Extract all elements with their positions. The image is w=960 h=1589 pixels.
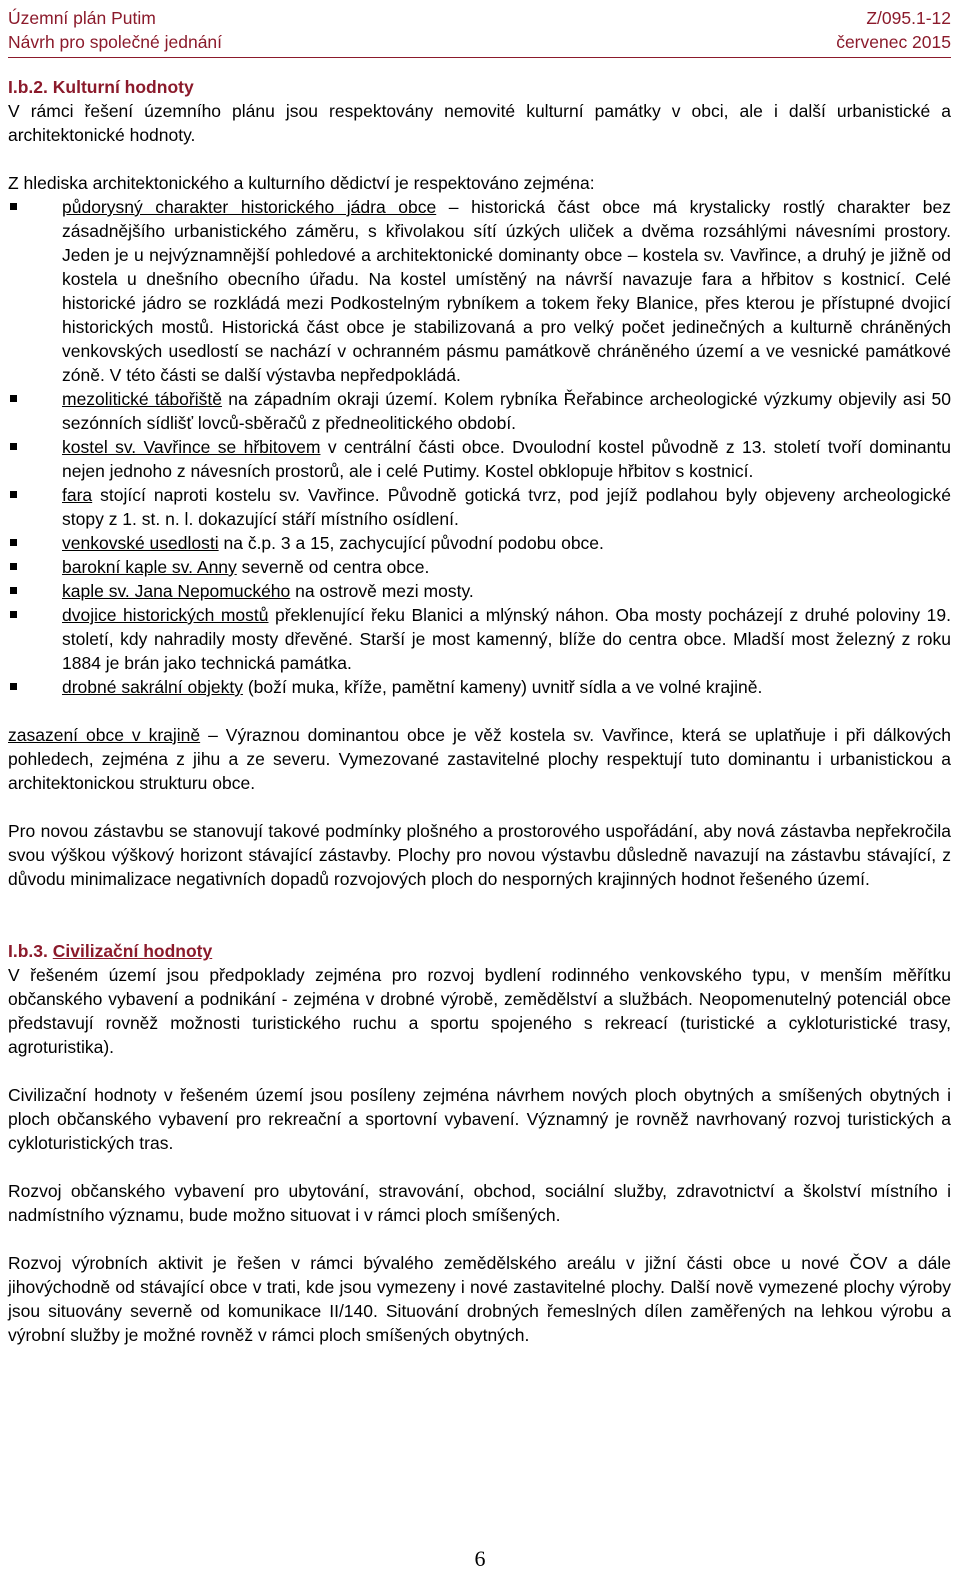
list-item-term: dvojice historických mostů [62,605,269,625]
bullet-icon [10,491,17,498]
list-item [8,531,951,555]
list-item-text: severně od centra obce. [236,557,430,577]
section-title: Civilizační hodnoty [52,941,213,961]
list-item-text: překlenující řeku Blanici a mlýnský náhon. Oba mosty pocházejí z druhé poloviny 19. století, kdy nahradily mosty dřevěné. Starší je most kamenný, blíže do centra obce. Mladší most železný z roku 1884 je brán jako technická památka. [62,605,951,673]
list-item-text: na č.p. 3 a 15, zachycující původní podobu obce. [218,533,604,553]
landscape-term: zasazení obce v krajině [8,725,201,745]
landscape-paragraph [8,723,951,795]
civilization-paragraph: Rozvoj občanského vybavení pro ubytování, stravování, obchod, sociální služby, zdravotnictví a školství místního i nadmístního významu, bude možno situovat i v rámci ploch smíšených. [8,1181,951,1225]
list-item-text: na ostrově mezi mosty. [290,581,474,601]
section-heading-cultural [8,75,951,99]
list-intro: Z hlediska architektonického a kulturního dědictví je respektováno zejména: [8,173,595,193]
heritage-list [8,195,951,699]
list-item-text: na západním okraji území. Kolem rybníka Řeřabince archeologické výzkumy objevily asi 50 sezónních sídlišť lovců-sběračů z předneolitického období. [62,389,951,433]
list-item-term: drobné sakrální objekty [62,677,243,697]
bullet-icon [10,395,17,402]
landscape-text: – Výraznou dominantou obce je věž kostela sv. Vavřince, která se uplatňuje i při dálkových pohledech, zejména z jihu a ze severu. Vymezované zastavitelné plochy respektují tuto dominantu i urbanistickou a architektonickou strukturu obce. [8,725,951,793]
list-item [8,195,951,387]
intro-paragraph: V rámci řešení územního plánu jsou respektovány nemovité kulturní památky v obci, ale i další urbanistické a architektonické hodnoty. [8,101,951,145]
document-subtitle: Návrh pro společné jednání [8,32,223,52]
list-item-term: kaple sv. Jana Nepomuckého [62,581,291,601]
civilization-paragraph: Civilizační hodnoty v řešeném území jsou posíleny zejména návrhem nových ploch obytných a smíšených obytných i ploch občanského vybavení pro rekreační a sportovní vybavení. Významný je rovněž navrhovaný rozvoj turistických a cykloturistických tras. [8,1085,951,1153]
list-item [8,555,951,579]
bullet-icon [10,203,17,210]
list-item [8,435,951,483]
page-content [8,75,951,1347]
section-title: Kulturní hodnoty [52,77,194,97]
list-item [8,483,951,531]
list-item [8,603,951,675]
bullet-icon [10,683,17,690]
list-item [8,579,951,603]
list-item-text: – historická část obce má krystalicky rostlý charakter bez zásadnějšího urbanistického záměru, s křivolakou sítí úzkých uliček a dvěma rozsáhlými návesními prostory. Jeden je u nejvýznamnější pohledové a architektonické dominanty obce – kostela sv. Vavřince, a druhý je jižně od kostela u dnešního obecního úřadu. Na kostel umístěný na návrší navazuje fara a hřbitov s kostnicí. Celé historické jádro se rozkládá mezi Podkostelným rybníkem a tokem řeky Blanice, přes kterou je přístupné dvojicí historických mostů. Historická část obce je stabilizovaná a pro velký počet jedinečných a kulturně chráněných venkovských usedlostí se nachází v ochranném pásmu památkově chráněného území a ve vesnické památkové zóně. V této části se další výstavba nepředpokládá. [62,197,951,385]
page-header [8,6,951,54]
bullet-icon [10,611,17,618]
list-item-text: (boží muka, kříže, pamětní kameny) uvnitř sídla a ve volné krajině. [242,677,763,697]
bullet-icon [10,539,17,546]
list-item-term: fara [62,485,93,505]
document-title: Územní plán Putim [8,8,156,28]
page-number: 6 [474,1546,486,1571]
section-number: I.b.3. [8,941,48,961]
list-item-text: v centrální části obce. Dvoulodní kostel původně z 13. století tvoří dominantu nejen jednoho z návesních prostorů, ale i celé Putimy. Kostel obklopuje hřbitov s kostnicí. [62,437,951,481]
list-item [8,675,951,699]
list-item-term: venkovské usedlosti [62,533,219,553]
list-item-term: mezolitické tábořiště [62,389,222,409]
list-item-term: kostel sv. Vavřince se hřbitovem [62,437,321,457]
list-item-term: barokní kaple sv. Anny [62,557,237,577]
list-item [8,387,951,435]
new-building-paragraph: Pro novou zástavbu se stanovují takové podmínky plošného a prostorového uspořádání, aby nová zástavba nepřekročila svou výškou výškový horizont stávající zástavby. Plochy pro novou výstavbu důsledně navazují na zástavbu stávající, z důvodu minimalizace negativních dopadů rozvojových ploch do nesporných krajinných hodnot řešeného území. [8,821,951,889]
section-number: I.b.2. [8,77,48,97]
document-date: červenec 2015 [836,32,951,52]
list-item-text: stojící naproti kostelu sv. Vavřince. Původně gotická tvrz, pod jejíž podlahou byly objeveny archeologické stopy z 1. st. n. l. dokazující stáří místního osídlení. [62,485,951,529]
bullet-icon [10,563,17,570]
header-divider [8,57,951,58]
civilization-paragraph: Rozvoj výrobních aktivit je řešen v rámci bývalého zemědělského areálu v jižní části obce u nové ČOV a dále jihovýchodně od stávající obce v trati, kde jsou vymezeny i nové zastavitelné plochy. Další nově vymezené plochy výroby jsou situovány severně od komunikace II/140. Situování drobných řemeslných dílen zaměřených na lehkou výrobu a výrobní služby je možné rovněž v rámci ploch smíšených obytných. [8,1253,951,1345]
bullet-icon [10,587,17,594]
bullet-icon [10,443,17,450]
civilization-paragraph: V řešeném území jsou předpoklady zejména pro rozvoj bydlení rodinného venkovského typu, v menším měřítku občanského vybavení a podnikání - zejména v drobné výrobě, zemědělství a službách. Neopomenutelný potenciál obce představují rovněž možnosti turistického ruchu a sportu spojeného s rekreací (turistické a cykloturistické trasy, agroturistika). [8,965,951,1057]
document-code: Z/095.1-12 [866,8,951,28]
section-heading-civilization [8,939,951,963]
list-item-term: půdorysný charakter historického jádra obce [62,197,437,217]
